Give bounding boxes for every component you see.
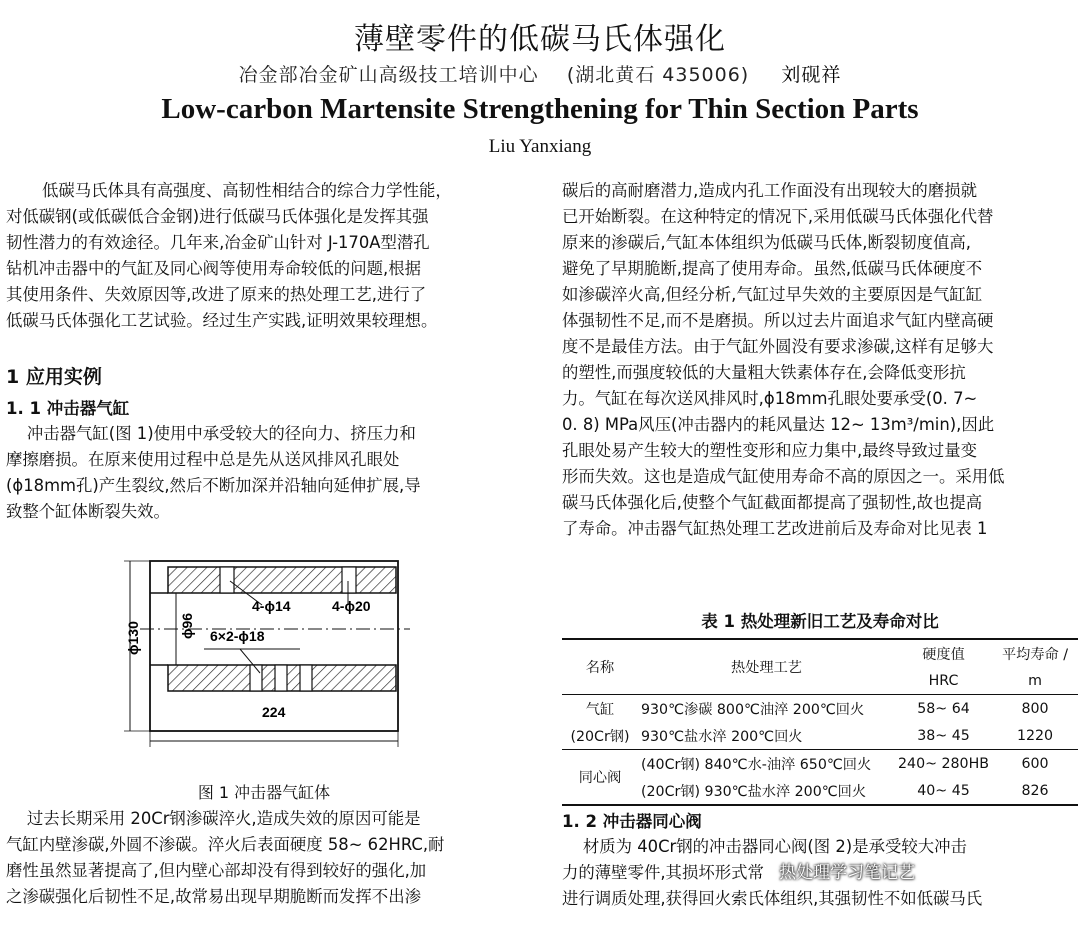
dim-inner-label: ϕ96 [179,612,195,639]
cell-name: (20Cr钢) [570,728,630,745]
text-line: 碳后的高耐磨潜力,造成内孔工作面没有出现较大的磨损就 [562,181,977,200]
text-line: 避免了早期脆断,提高了使用寿命。虽然,低碳马氏体硬度不 [562,259,983,278]
text-line: (ϕ18mm孔)产生裂纹,然后不断加深并沿轴向延伸扩展,导 [6,476,421,495]
text-line: 度不是最佳方法。由于气缸外圆没有要求渗碳,这样有足够大 [562,337,994,356]
table-title: 表 1 热处理新旧工艺及寿命对比 [701,612,939,631]
th-life: 平均寿命 / [1001,646,1069,663]
subsection-heading-1-1: 1. 1 冲击器气缸 [6,399,130,418]
length-label: 224 [262,704,286,720]
affiliation: 冶金部冶金矿山高级技工培训中心 (湖北黄石 435006) [238,64,750,86]
figure-cylinder-drawing [110,545,430,750]
text-line: 磨性虽然显著提高了,但内壁心部却没有得到较好的强化,加 [6,861,427,880]
text-line: 形而失效。这也是造成气缸使用寿命不高的原因之一。采用低 [562,467,1005,486]
intro-paragraph [6,178,522,334]
affiliation-line [0,60,1080,87]
cell-life: 800 [1021,700,1049,717]
table-row [562,750,1078,778]
cell-process: 930℃渗碳 800℃油淬 200℃回火 [641,701,865,718]
dim-outer-label: ϕ130 [125,621,141,655]
intro-line: 钻机冲击器中的气缸及同心阀等使用寿命较低的问题,根据 [6,259,421,278]
text-line: 碳马氏体强化后,使整个气缸截面都提高了强韧性,故也提高 [562,493,983,512]
text-line: 过去长期采用 20Cr钢渗碳淬火,造成失效的原因可能是 [6,809,421,828]
text-line: 如渗碳淬火高,但经分析,气缸过早失效的主要原因是气缸缸 [562,285,983,304]
text-line: 已开始断裂。在这种特定的情况下,采用低碳马氏体强化代替 [562,207,994,226]
th-hardness: 硬度值 [922,646,965,663]
text-line: 之渗碳强化后韧性不足,故常易出现早期脆断而发挥不出渗 [6,887,421,906]
intro-line: 韧性潜力的有效途径。几年来,冶金矿山针对 J-170A型潜孔 [6,233,430,252]
text-line: 摩擦磨损。在原来使用过程中总是先从送风排风孔眼处 [6,450,400,469]
table-heat-treatment [562,638,1078,806]
paragraph-right [562,178,1078,542]
th-life-unit: m [1028,672,1042,689]
text-line: 进行调质处理,获得回火索氏体组织,其强韧性不如低碳马氏 [562,889,983,908]
cell-hardness: 58~ 64 [917,700,970,717]
text-line: 原来的渗碳后,气缸本体组织为低碳马氏体,断裂韧度值高, [562,233,972,252]
table-row [562,695,1078,723]
intro-line: 对低碳钢(或低碳低合金钢)进行低碳马氏体强化是发挥其强 [6,207,429,226]
top-wall-section [168,567,396,593]
section-heading-1: 1 应用实例 [6,366,102,388]
paragraph-failure [6,806,522,910]
cell-process: 930℃盐水淬 200℃回火 [641,728,803,745]
text-line-part: 力的薄壁零件,其损坏形式常 [562,863,764,882]
watermark: 热处理学习笔记艺 [779,863,916,883]
subsection-heading-1-2: 1. 2 冲击器同心阀 [562,812,702,831]
text-line: 气缸内壁渗碳,外圆不渗碳。淬火后表面硬度 58~ 62HRC,耐 [6,835,445,854]
th-hardness-unit: HRC [928,672,959,689]
text-line [562,860,1078,886]
table-row [562,777,1078,805]
text-line: 体强韧性不足,而不是磨损。所以过去片面追求气缸内壁高硬 [562,311,994,330]
paper-title-en: Low-carbon Martensite Strengthening for Thin Section Parts [161,93,919,125]
intro-line: 低碳马氏体具有高强度、高韧性相结合的综合力学性能， [42,181,452,200]
text-line: 材质为 40Cr钢的冲击器同心阀(图 2)是承受较大冲击 [562,837,967,856]
hole14-label: 4-ϕ14 [252,598,291,614]
hole18-label: 6×2-ϕ18 [210,628,265,644]
paper-title-cn: 薄壁零件的低碳马氏体强化 [354,22,726,57]
hole20-label: 4-ϕ20 [332,598,371,614]
cell-name: 同心阀 [578,770,622,786]
text-line: 孔眼处易产生较大的塑性变形和应力集中,最终导致过量变 [562,441,977,460]
text-line: 致整个缸体断裂失效。 [6,502,170,521]
text-line: 了寿命。冲击器气缸热处理工艺改进前后及寿命对比见表 1 [562,519,988,538]
intro-line: 低碳马氏体强化工艺试验。经过生产实践,证明效果较理想。 [6,311,438,330]
author-cn: 刘砚祥 [781,64,842,86]
author-en: Liu Yanxiang [488,136,592,157]
th-name: 名称 [585,660,615,676]
text-line: 力。气缸在每次送风排风时,ϕ18mm孔眼处要承受(0. 7~ [562,389,978,408]
cell-life: 826 [1021,782,1049,799]
text-line: 冲击器气缸(图 1)使用中承受较大的径向力、挤压力和 [6,424,416,443]
cell-process: (20Cr钢) 930℃盐水淬 200℃回火 [641,783,867,800]
th-process: 热处理工艺 [731,660,802,676]
cell-hardness: 38~ 45 [917,727,970,744]
intro-line: 其使用条件、失效原因等,改进了原来的热处理工艺,进行了 [6,285,427,304]
cell-life: 600 [1021,755,1049,772]
cell-process: (40Cr钢) 840℃水-油淬 650℃回火 [641,756,872,773]
cell-life: 1220 [1016,727,1054,744]
text-line: 的塑性,而强度较低的大量粗大铁素体存在,会降低变形抗 [562,363,966,382]
paragraph-valve [562,834,1078,912]
text-line: 0. 8) MPa风压(冲击器内的耗风量达 12~ 13m³/min),因此 [562,415,995,434]
cell-name: 气缸 [585,701,615,718]
table-row [562,722,1078,750]
figure-caption: 图 1 冲击器气缸体 [197,783,331,802]
cell-hardness: 40~ 45 [917,782,970,799]
cell-hardness: 240~ 280HB [898,755,989,772]
paragraph-cylinder [6,421,522,525]
